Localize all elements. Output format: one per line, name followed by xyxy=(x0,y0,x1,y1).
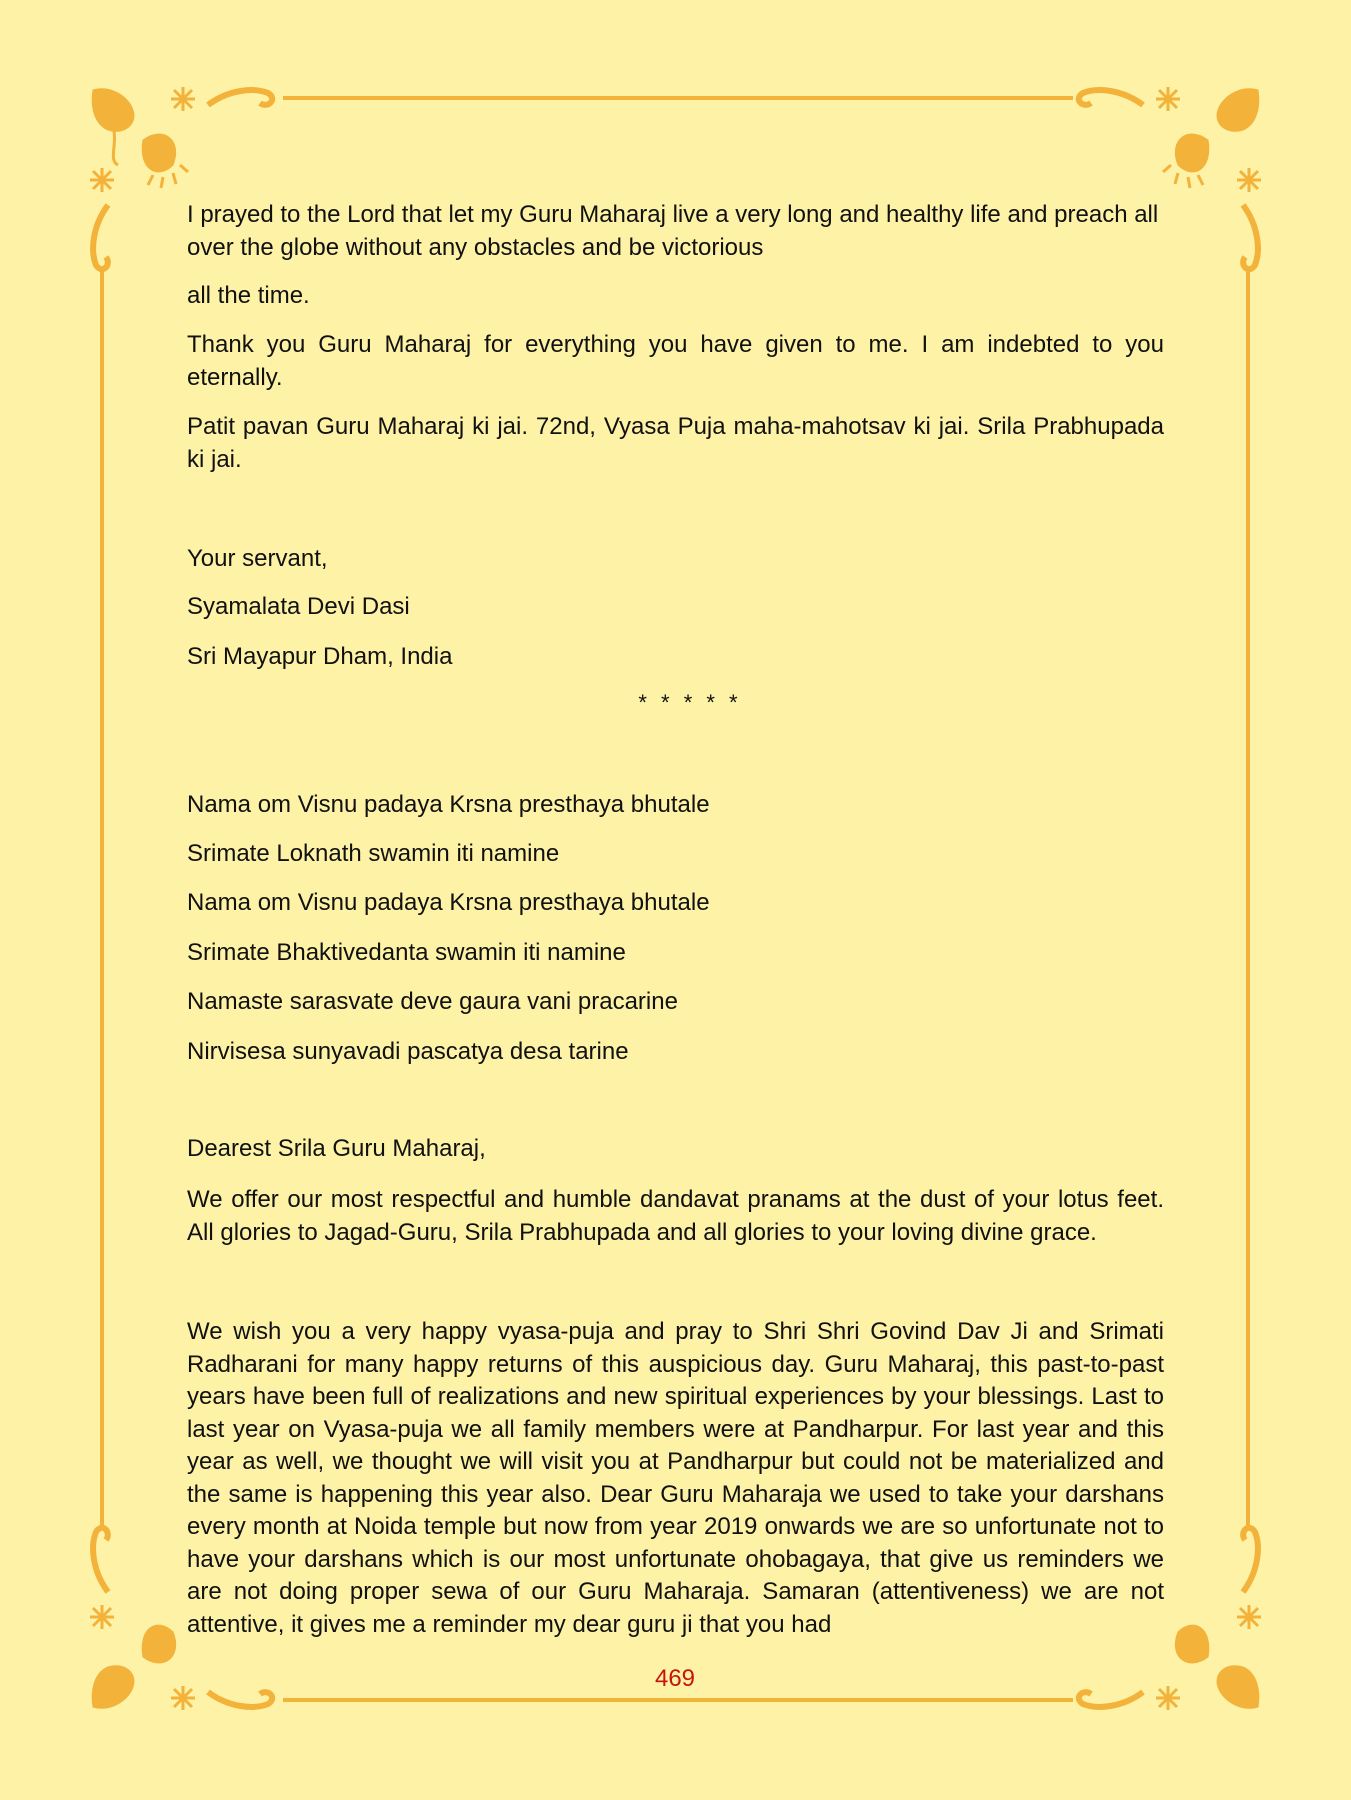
closing: Your servant, xyxy=(187,545,328,572)
signature: Syamalata Devi Dasi xyxy=(187,593,410,620)
verse-line: Nama om Visnu padaya Krsna presthaya bhutale xyxy=(187,791,710,818)
section-separator: * * * * * xyxy=(638,690,742,715)
salutation: Dearest Srila Guru Maharaj, xyxy=(187,1135,486,1162)
paragraph-prayer: I prayed to the Lord that let my Guru Maharaj live a very long and healthy life and preach all over the globe without any obstacles and be victorious xyxy=(187,201,1159,261)
frame-bottom-line xyxy=(283,1698,1073,1702)
verse-line: Namaste sarasvate deve gaura vani pracarine xyxy=(187,988,678,1015)
verse-line: Srimate Loknath swamin iti namine xyxy=(187,840,560,867)
frame-top-line xyxy=(283,96,1073,100)
paragraph-jai: Patit pavan Guru Maharaj ki jai. 72nd, Vyasa Puja maha-mahotsav ki jai. Srila Prabhupada ki jai. xyxy=(187,413,1164,473)
paragraph-all-the-time: all the time. xyxy=(187,282,310,309)
verse-line: Nirvisesa sunyavadi pascatya desa tarine xyxy=(187,1038,629,1065)
paragraph-pranams: We offer our most respectful and humble dandavat pranams at the dust of your lotus feet. All glories to Jagad-Guru, Srila Prabhupada and all glories to your loving divine grace. xyxy=(187,1186,1164,1246)
paragraph-wishes: We wish you a very happy vyasa-puja and pray to Shri Shri Govind Dav Ji and Srimati Radharani for many happy returns of this auspicious day. Guru Maharaj, this past-to-past years have been full of realizations and new spiritual experiences by your blessings. Last to last year on Vyasa-puja we all family members were at Pandharpur. For last year and this year as well, we thought we will visit you at Pandharpur but could not be materialized and the same is happening this year also. Dear Guru Maharaja we used to take your darshans every month at Noida temple but now from year 2019 onwards we are so unfortunate not to have your darshans which is our most unfortunate ohobagaya, that give us reminders we are not doing proper sewa of our Guru Maharaja. Samaran (attentiveness) we are not attentive, it gives me a reminder my dear guru ji that you had xyxy=(187,1318,1164,1638)
frame-right-line xyxy=(1246,270,1250,1530)
frame-left-line xyxy=(100,270,104,1530)
verse-line: Srimate Bhaktivedanta swamin iti namine xyxy=(187,939,626,966)
verse-line: Nama om Visnu padaya Krsna presthaya bhutale xyxy=(187,889,710,916)
page-number: 469 xyxy=(654,1665,696,1692)
paragraph-thanks: Thank you Guru Maharaj for everything you have given to me. I am indebted to you eternally. xyxy=(187,331,1164,391)
location: Sri Mayapur Dham, India xyxy=(187,643,453,670)
